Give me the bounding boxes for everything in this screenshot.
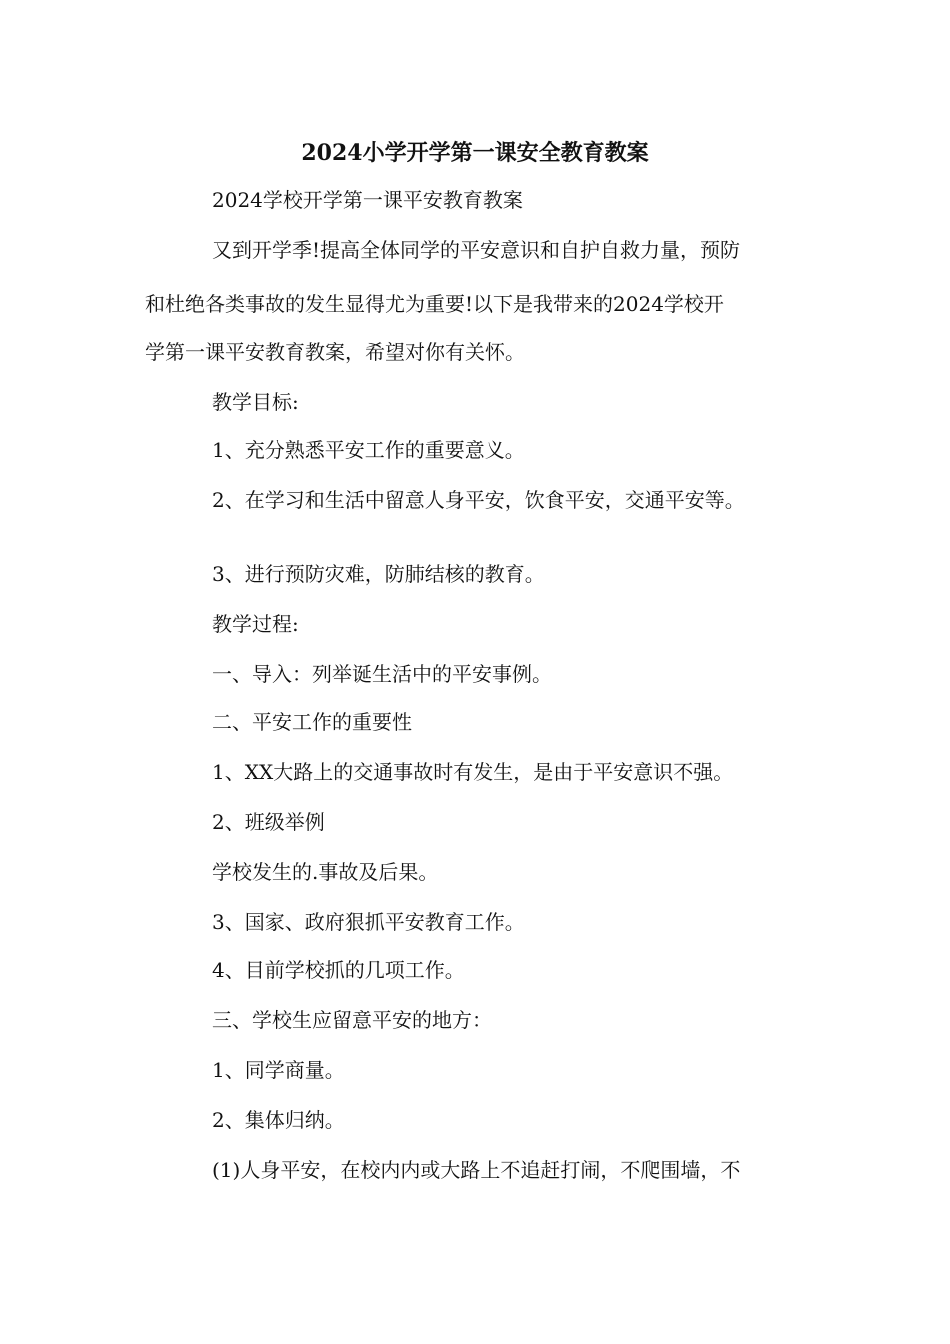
discussion-item-1: 1、同学商量。: [212, 1058, 345, 1082]
goal-item-1: 1、充分熟悉平安工作的重要意义。: [212, 438, 525, 462]
process-step-1: 一、导入：列举诞生活中的平安事例。: [212, 662, 552, 686]
document-subtitle: 2024学校开学第一课平安教育教案: [212, 188, 523, 212]
process-item-2-detail: 学校发生的.事故及后果。: [212, 860, 439, 884]
section-heading-process: 教学过程:: [212, 612, 299, 636]
process-item-4: 4、目前学校抓的几项工作。: [212, 958, 465, 982]
document-title: 2024小学开学第一课安全教育教案: [301, 140, 649, 166]
process-item-1: 1、XX大路上的交通事故时有发生，是由于平安意识不强。: [212, 760, 734, 784]
process-item-2: 2、班级举例: [212, 810, 325, 834]
process-step-2: 二、平安工作的重要性: [212, 710, 412, 734]
goal-item-2: 2、在学习和生活中留意人身平安，饮食平安，交通平安等。: [212, 488, 745, 512]
intro-line-3: 学第一课平安教育教案，希望对你有关怀。: [145, 340, 525, 364]
process-step-3: 三、学校生应留意平安的地方：: [212, 1008, 492, 1032]
safety-item-1: (1)人身平安，在校内内或大路上不追赶打闹，不爬围墙，不: [212, 1158, 741, 1182]
goal-item-3: 3、进行预防灾难，防肺结核的教育。: [212, 562, 545, 586]
process-item-3: 3、国家、政府狠抓平安教育工作。: [212, 910, 525, 934]
section-heading-goals: 教学目标:: [212, 390, 299, 414]
intro-line-2: 和杜绝各类事故的发生显得尤为重要!以下是我带来的2024学校开: [145, 292, 724, 316]
intro-line-1: 又到开学季!提高全体同学的平安意识和自护自救力量，预防: [212, 238, 741, 262]
discussion-item-2: 2、集体归纳。: [212, 1108, 345, 1132]
